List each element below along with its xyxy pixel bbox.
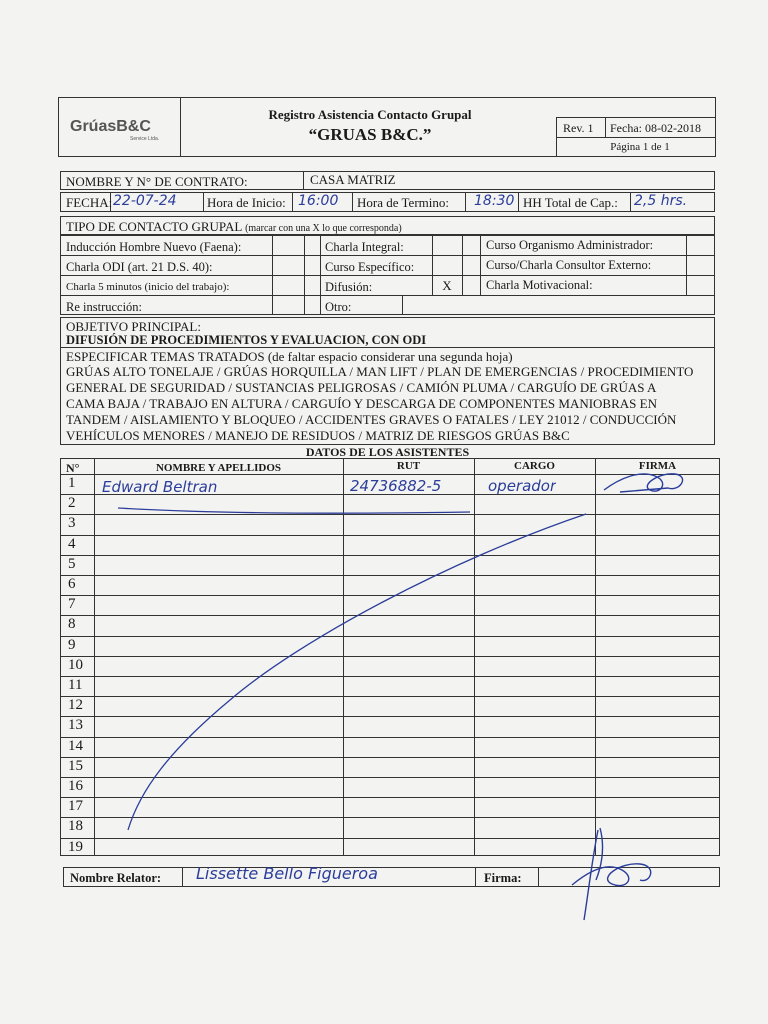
tipo-col1-item-0: Inducción Hombre Nuevo (Faena): [66,240,242,254]
firma-label: Firma: [484,871,522,885]
row-number: 5 [68,555,76,572]
row-1-cargo: operador [488,477,557,495]
temas-line-4: VEHÍCULOS MENORES / MANEJO DE RESIDUOS / MATRIZ DE RIESGOS GRÚAS B&C [66,428,570,443]
table-row [60,676,720,677]
row-1-rut: 24736882-5 [350,477,442,495]
hora-inicio-label: Hora de Inicio: [207,196,286,210]
tipo-col3-item-2: Charla Motivacional: [486,278,593,292]
row-number: 1 [68,475,76,491]
table-row [60,514,720,515]
temas-label: ESPECIFICAR TEMAS TRATADOS (de faltar espacio considerar una segunda hoja) [66,350,513,364]
relator-label: Nombre Relator: [70,871,162,885]
row-number: 15 [68,757,83,774]
table-row [60,737,720,738]
tipo-col1-item-1: Charla ODI (art. 21 D.S. 40): [66,260,213,274]
tipo-col2-item-0: Charla Integral: [325,240,404,254]
contract-label: NOMBRE Y N° DE CONTRATO: [66,175,248,189]
row-number: 4 [68,535,76,552]
footer-row [63,867,720,887]
tipo-col1-item-3: Re instrucción: [66,300,143,314]
table-row [60,716,720,717]
tipo-col2-item-3: Otro: [325,300,352,314]
company-logo: GrúasB&C [70,118,151,135]
table-row [60,535,720,536]
table-row [60,838,720,839]
temas-line-1: GENERAL DE SEGURIDAD / SUSTANCIAS PELIGROSAS / CAMIÓN PLUMA / CARGUÍO DE GRÚAS A [66,380,657,395]
row-number: 8 [68,616,76,633]
row-number: 19 [68,838,83,855]
form-title: Registro Asistencia Contacto Grupal [268,108,472,122]
temas-line-2: CAMA BAJA / TRABAJO EN ALTURA / CARGUÍO Y DESCARGA DE COMPONENTES MANIOBRAS EN [66,396,657,411]
row-number: 3 [68,515,76,532]
hh-total-label: HH Total de Cap.: [523,196,618,210]
revision: Rev. 1 [563,121,594,135]
col-header-firma: FIRMA [638,460,677,472]
row-number: 18 [68,818,83,835]
tipo-col3-item-1: Curso/Charla Consultor Externo: [486,258,652,272]
row-number: 14 [68,737,83,754]
logo-subtitle: Service Ltda. [130,136,160,142]
table-row [60,817,720,818]
table-row [60,656,720,657]
row-number: 12 [68,697,83,714]
temas-line-0: GRÚAS ALTO TONELAJE / GRÚAS HORQUILLA / MAN LIFT / PLAN DE EMERGENCIAS / PROCEDIMIENTO [66,364,694,379]
hh-total-value: 2,5 hrs. [634,193,688,209]
fecha-label: FECHA: [66,196,113,210]
row-number: 16 [68,778,83,794]
contract-value: CASA MATRIZ [310,173,396,187]
relator-value: Lissette Bello Figueroa [196,864,378,883]
table-row [60,777,720,778]
col-header-cargo: CARGO [514,460,555,472]
row-number: 11 [68,677,83,693]
tipo-col1-item-2: Charla 5 minutos (inicio del trabajo): [66,281,230,293]
table-row [60,615,720,616]
asistentes-title: DATOS DE LOS ASISTENTES [305,445,470,459]
objetivo-label: OBJETIVO PRINCIPAL: [66,320,201,334]
objetivo-value: DIFUSIÓN DE PROCEDIMIENTOS Y EVALUACION, CON ODI [66,333,427,347]
company-name: “GRUAS B&C.” [308,125,432,144]
document-date: Fecha: 08-02-2018 [610,121,701,135]
table-row [60,575,720,576]
row-number: 17 [68,798,83,815]
row-1-nombre: Edward Beltran [102,478,218,496]
tipo-col2-item-2: Difusión: [325,280,373,294]
temas-line-3: TANDEM / AISLAMIENTO Y BLOQUEO / ACCIDENTES GRAVES O FATALES / LEY 21012 / CONDUCCIÓN [66,412,677,427]
row-number: 9 [68,636,76,653]
hora-termino-label: Hora de Termino: [357,196,449,210]
tipo-col3-item-0: Curso Organismo Administrador: [486,238,654,252]
fecha-value: 22-07-24 [113,193,177,209]
difusion-checkmark: X [442,279,452,293]
row-number: 2 [68,495,76,512]
table-row [60,757,720,758]
hora-inicio-value: 16:00 [298,193,339,209]
hora-termino-value: 18:30 [474,193,515,209]
row-number: 6 [68,576,76,592]
row-number: 13 [68,717,83,734]
table-row [60,696,720,697]
table-row [60,555,720,556]
table-row [60,797,720,798]
table-row [60,636,720,637]
col-header-nombre: NOMBRE Y APELLIDOS [155,462,282,474]
table-row [60,595,720,596]
tipo-col2-item-1: Curso Específico: [325,260,415,274]
page-number: Página 1 de 1 [610,141,670,153]
col-header-no: N° [66,461,80,475]
col-header-rut: RUT [396,460,421,472]
row-number: 10 [68,656,83,673]
tipo-contacto-title: TIPO DE CONTACTO GRUPAL (marcar con una X lo que corresponda) [66,220,402,234]
row-number: 7 [68,596,76,613]
